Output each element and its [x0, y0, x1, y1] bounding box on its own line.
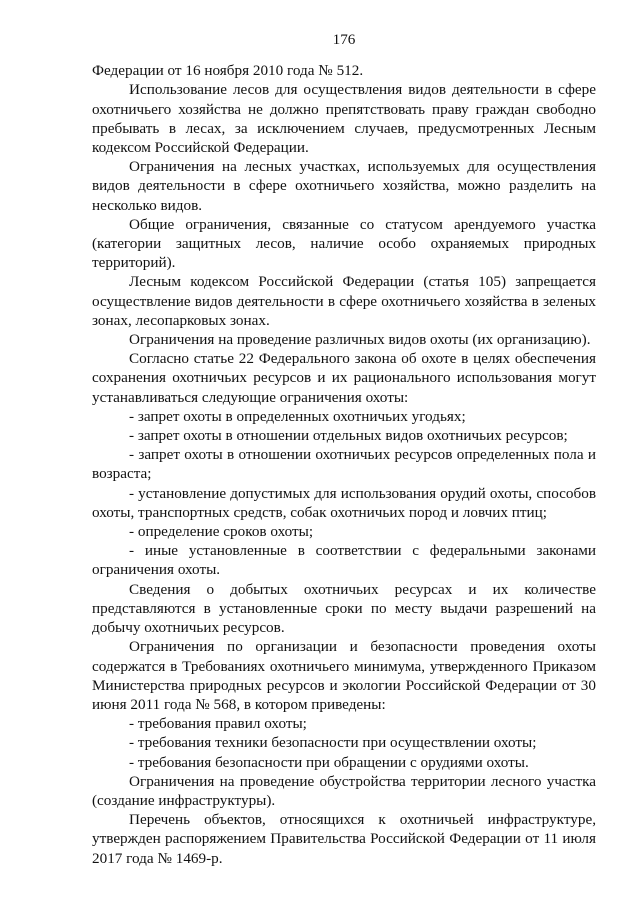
paragraph: Согласно статье 22 Федерального закона об охоте в целях обеспечения сохранения охотничьих ресурсов и их рационального использования могут устанавливаться следующие ограничения охоты:: [92, 350, 596, 406]
list-item: - иные установленные в соответствии с федеральными законами ограничения охоты.: [92, 542, 596, 579]
paragraph: Ограничения по организации и безопасности проведения охоты содержатся в Требованиях охотничьего минимума, утвержденного Приказом Министерства природных ресурсов и экологии Российской Федерации от 30 июня 2011 года № 568, в котором приведены:: [92, 638, 596, 713]
paragraph: Ограничения на проведение различных видов охоты (их организацию).: [129, 331, 591, 349]
paragraph: Сведения о добытых охотничьих ресурсах и их количестве представляются в установленные сроки по месту выдачи разрешений на добычу охотничьих ресурсов.: [92, 580, 596, 637]
list-item: - требования техники безопасности при осуществлении охоты;: [129, 734, 537, 752]
paragraph: Ограничения на лесных участках, используемых для осуществления видов деятельности в сфере охотничьего хозяйства, можно разделить на несколько видов.: [92, 158, 596, 214]
list-item: - установление допустимых для использования орудий охоты, способов охоты, транспортных средств, собак охотничьих пород и ловчих птиц;: [92, 484, 596, 521]
paragraph: Ограничения на проведение обустройства территории лесного участка (создание инфраструктуры).: [92, 772, 596, 809]
document-page: [92, 30, 596, 868]
paragraph: Использование лесов для осуществления видов деятельности в сфере охотничьего хозяйства не должно препятствовать праву граждан свободно пребывать в лесах, за исключением случаев, предусмотренных Лесным кодексом Российской Федерации.: [92, 81, 596, 157]
paragraph: Лесным кодексом Российской Федерации (статья 105) запрещается осуществление видов деятельности в сфере охотничьего хозяйства в зеленых зонах, лесопарковых зонах.: [92, 273, 596, 329]
list-item: - запрет охоты в определенных охотничьих угодьях;: [129, 407, 466, 425]
list-item: - требования безопасности при обращении с орудиями охоты.: [129, 753, 529, 771]
paragraph: Общие ограничения, связанные со статусом арендуемого участка (категории защитных лесов, наличие особо охраняемых природных территорий).: [92, 215, 596, 272]
document-body: [92, 61, 596, 868]
list-item: - запрет охоты в отношении охотничьих ресурсов определенных пола и возраста;: [92, 446, 596, 483]
list-item: - запрет охоты в отношении отдельных видов охотничьих ресурсов;: [129, 427, 568, 445]
paragraph-continuation: Федерации от 16 ноября 2010 года № 512.: [92, 62, 364, 80]
page-number: 176: [332, 31, 356, 48]
paragraph: Перечень объектов, относящихся к охотничьей инфраструктуре, утвержден распоряжением Правительства Российской Федерации от 11 июля 2017 года № 1469-р.: [92, 811, 596, 867]
list-item: - определение сроков охоты;: [129, 523, 314, 541]
list-item: - требования правил охоты;: [129, 715, 307, 733]
